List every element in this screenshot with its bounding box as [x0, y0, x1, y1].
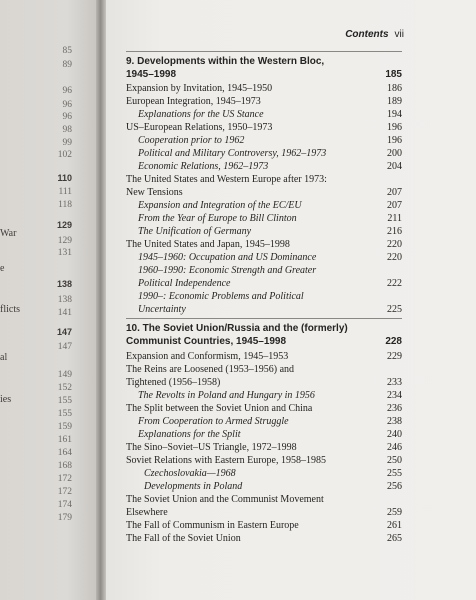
chapter-divider-rule: [126, 51, 402, 52]
contents-page: [106, 0, 476, 600]
previous-page-text-fragment: al: [0, 352, 8, 363]
previous-page-number: 85: [62, 46, 72, 56]
previous-page-number: 129: [57, 236, 72, 246]
toc-entry-title: Expansion and Integration of the EC/EU: [138, 200, 302, 211]
previous-page-number: 138: [57, 295, 72, 305]
toc-entry-page-number: 220: [387, 239, 402, 250]
toc-entry-title: 10. The Soviet Union/Russia and the (formerly): [126, 323, 348, 334]
toc-entry: [126, 199, 402, 212]
previous-page-number: 102: [57, 150, 72, 160]
toc-entry-title: Soviet Relations with Eastern Europe, 1958–1985: [126, 455, 326, 466]
previous-page-number: 147: [57, 342, 72, 352]
toc-entry: [126, 402, 402, 415]
chapter-heading-line: [126, 68, 402, 81]
previous-page-number: 179: [57, 513, 72, 523]
previous-page-number: 155: [57, 396, 72, 406]
toc-entry: [126, 108, 402, 121]
toc-entry-title: The Reins are Loosened (1953–1956) and: [126, 364, 295, 375]
toc-entry-title: 1990–: Economic Problems and Political: [138, 291, 304, 302]
toc-entry-title: The United States and Japan, 1945–1998: [126, 239, 290, 250]
previous-page-number: 147: [56, 327, 72, 337]
previous-page-number: 96: [62, 86, 72, 96]
toc-entry-page-number: 196: [387, 135, 402, 146]
toc-entry: [126, 532, 402, 545]
previous-page-number: 111: [58, 187, 72, 197]
toc-entry-title: 9. Developments within the Western Bloc,: [126, 56, 325, 67]
toc-entry-page-number: 211: [387, 213, 402, 224]
toc-entry-page-number: 220: [387, 252, 402, 263]
toc-entry-title: Economic Relations, 1962–1973: [138, 161, 269, 172]
toc-entry: [126, 225, 402, 238]
previous-page-number: 110: [57, 173, 72, 183]
toc-entry: [126, 251, 402, 264]
previous-page-number: 99: [62, 138, 72, 148]
toc-entry-page-number: 256: [387, 481, 402, 492]
toc-entry-page-number: 207: [387, 200, 402, 211]
previous-page-text-fragment: ies: [0, 394, 12, 405]
previous-page-text-fragment: flicts: [0, 304, 20, 315]
book-gutter: [96, 0, 106, 600]
running-header-page-number: vii: [394, 29, 404, 40]
toc-entry-page-number: 225: [387, 304, 402, 315]
toc-entry-title: New Tensions: [126, 187, 183, 198]
toc-entry: [126, 290, 402, 303]
toc-entry-page-number: 234: [387, 390, 402, 401]
toc-entry-page-number: 189: [387, 96, 402, 107]
toc-entry-title: Cooperation prior to 1962: [138, 135, 245, 146]
toc-entry-page-number: 238: [387, 416, 402, 427]
toc-entry-page-number: 207: [387, 187, 402, 198]
chapter-heading-line: [126, 322, 402, 335]
toc-entry: [126, 519, 402, 532]
previous-page-number: 172: [57, 474, 72, 484]
toc-entry-title: The Sino–Soviet–US Triangle, 1972–1998: [126, 442, 297, 453]
toc-entry-title: Czechoslovakia—1968: [144, 468, 236, 479]
toc-entry: [126, 264, 402, 277]
toc-entry-page-number: 216: [387, 226, 402, 237]
previous-page-number: 172: [57, 487, 72, 497]
toc-entry-page-number: 229: [387, 351, 402, 362]
toc-entry: [126, 212, 402, 225]
toc-entry-page-number: 222: [387, 278, 402, 289]
toc-entry-title: Communist Countries, 1945–1998: [126, 336, 287, 347]
toc-entry-title: Tightened (1956–1958): [126, 377, 221, 388]
toc-entry-page-number: 240: [387, 429, 402, 440]
toc-entry-title: Explanations for the US Stance: [138, 109, 264, 120]
toc-entry-page-number: 186: [387, 83, 402, 94]
toc-entry-page-number: 196: [387, 122, 402, 133]
toc-entry: [126, 480, 402, 493]
previous-page-number: 164: [57, 448, 72, 458]
chapter-heading-line: [126, 335, 402, 348]
toc-entry-title: Explanations for the Split: [138, 429, 241, 440]
toc-entry: [126, 147, 402, 160]
toc-entry-page-number: 265: [387, 533, 402, 544]
toc-entry-title: The Split between the Soviet Union and China: [126, 403, 313, 414]
previous-page-number: 96: [62, 100, 72, 110]
previous-page-number: 118: [58, 200, 72, 210]
toc-entry: [126, 134, 402, 147]
toc-entry: [126, 95, 402, 108]
toc-entry: [126, 82, 402, 95]
toc-entry: [126, 277, 402, 290]
toc-entry-title: Political and Military Controversy, 1962–1973: [138, 148, 327, 159]
toc-entry-page-number: 194: [387, 109, 402, 120]
toc-entry-page-number: 228: [385, 336, 402, 347]
running-header: [345, 29, 404, 40]
previous-page-number: 131: [57, 248, 72, 258]
previous-page-number: 155: [57, 409, 72, 419]
toc-entry-page-number: 250: [387, 455, 402, 466]
chapter-heading-line: [126, 55, 402, 68]
previous-page-number: 96: [62, 112, 72, 122]
toc-entry-page-number: 261: [387, 520, 402, 531]
toc-entry-page-number: 246: [387, 442, 402, 453]
toc-entry-title: 1945–1960: Occupation and US Dominance: [138, 252, 317, 263]
toc-entry: [126, 350, 402, 363]
toc-entry: [126, 376, 402, 389]
toc-entry: [126, 363, 402, 376]
toc-entry-title: The Revolts in Poland and Hungary in 1956: [138, 390, 315, 401]
toc-entry-title: Political Independence: [138, 278, 231, 289]
toc-entry-page-number: 200: [387, 148, 402, 159]
toc-entry-title: The Fall of the Soviet Union: [126, 533, 241, 544]
toc-entry-title: US–European Relations, 1950–1973: [126, 122, 273, 133]
previous-page-number: 161: [57, 435, 72, 445]
previous-page-number: 168: [57, 461, 72, 471]
toc-entry: [126, 441, 402, 454]
toc-entry-title: The Fall of Communism in Eastern Europe: [126, 520, 299, 531]
toc-entry-page-number: 236: [387, 403, 402, 414]
toc-entry-title: Expansion by Invitation, 1945–1950: [126, 83, 273, 94]
toc-entry-title: From the Year of Europe to Bill Clinton: [138, 213, 297, 224]
toc-entry-title: The United States and Western Europe after 1973:: [126, 174, 327, 185]
toc-entry-title: Uncertainty: [138, 304, 186, 315]
toc-entry: [126, 121, 402, 134]
toc-entry: [126, 428, 402, 441]
toc-entry-title: Elsewhere: [126, 507, 168, 518]
toc-entry-page-number: 233: [387, 377, 402, 388]
toc-entry: [126, 303, 402, 316]
toc-entry-page-number: 204: [387, 161, 402, 172]
toc-entry-page-number: 185: [385, 69, 402, 80]
toc-entry-title: Expansion and Conformism, 1945–1953: [126, 351, 289, 362]
previous-page-number: 98: [62, 125, 72, 135]
toc-entry: [126, 160, 402, 173]
previous-page-number: 141: [57, 308, 72, 318]
toc-entry: [126, 186, 402, 199]
previous-page-number: 89: [62, 60, 72, 70]
toc-entry-title: From Cooperation to Armed Struggle: [138, 416, 289, 427]
toc-entry-title: European Integration, 1945–1973: [126, 96, 261, 107]
previous-page-number: 129: [56, 220, 72, 230]
running-header-title: Contents: [345, 29, 389, 40]
toc-entry-title: 1945–1998: [126, 69, 177, 80]
toc-entry-title: The Soviet Union and the Communist Movement: [126, 494, 324, 505]
previous-page-number: 159: [57, 422, 72, 432]
toc-entry: [126, 493, 402, 506]
toc-entry: [126, 454, 402, 467]
previous-page-number: 149: [57, 370, 72, 380]
toc-entry: [126, 389, 402, 402]
chapter-divider-rule: [126, 318, 402, 319]
toc-entry-page-number: 255: [387, 468, 402, 479]
previous-page-text-fragment: War: [0, 228, 17, 239]
previous-page-number: 174: [57, 500, 72, 510]
previous-page-text-fragment: e: [0, 263, 5, 274]
toc-entry-title: Developments in Poland: [144, 481, 243, 492]
toc-entry: [126, 467, 402, 480]
previous-page-number: 152: [57, 383, 72, 393]
previous-page: [0, 0, 96, 600]
toc-entry: [126, 415, 402, 428]
previous-page-number: 138: [56, 279, 72, 289]
toc-entry-title: The Unification of Germany: [138, 226, 252, 237]
toc-entry: [126, 173, 402, 186]
toc-entry-page-number: 259: [387, 507, 402, 518]
toc-entry-title: 1960–1990: Economic Strength and Greater: [138, 265, 317, 276]
toc-entry: [126, 238, 402, 251]
toc-entry: [126, 506, 402, 519]
